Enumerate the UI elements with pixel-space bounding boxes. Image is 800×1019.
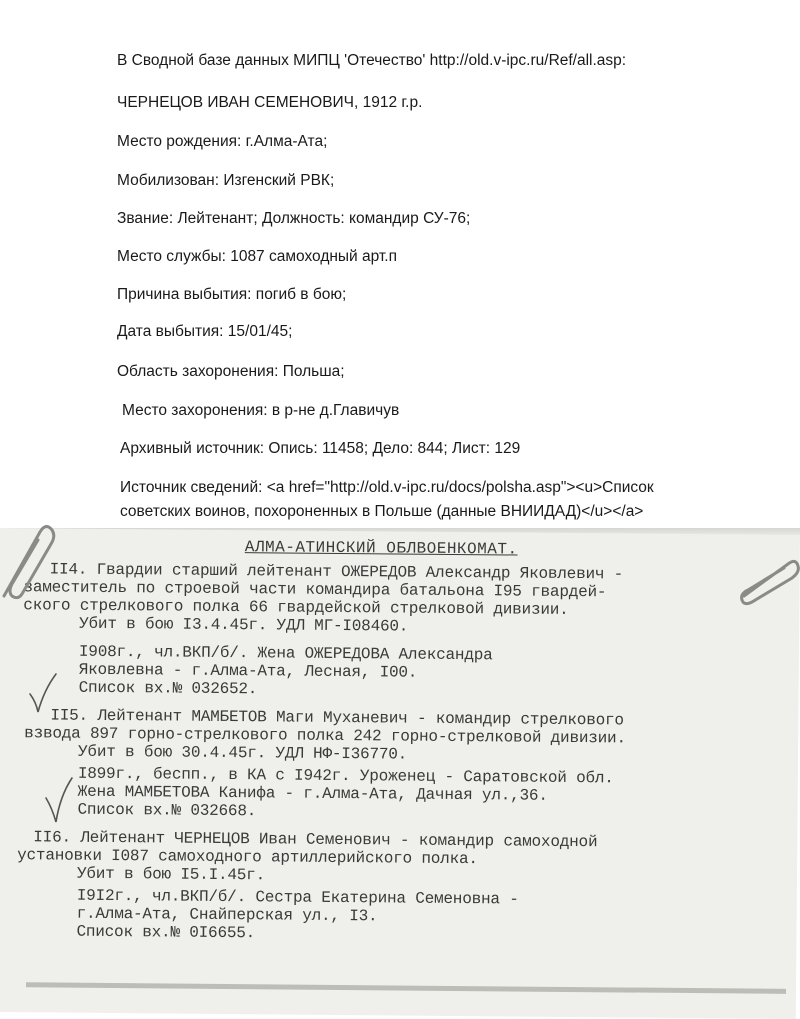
entry-114-line: Список вх.№ 032652. [78,678,258,699]
entry-116-line: Убит в бою I5.I.45г. [76,864,266,885]
entry-116-line: Список вх.№ 0I6655. [76,922,256,943]
burial-line: Место захоронения: в р-не д.Главичув [122,402,400,419]
date-line: Дата выбытия: 15/01/45; [117,323,293,340]
reason-line: Причина выбытия: погиб в бою; [117,286,347,303]
paperclip-right-icon [738,556,800,606]
rank-line: Звание: Лейтенант; Должность: командир СУ-76; [117,210,471,227]
scanned-document [0,528,800,1019]
db-source-line: В Сводной базе данных МИПЦ 'Отечество' http://old.v-ipc.ru/Ref/all.asp: [117,52,627,69]
entry-114-line: ского стрелкового полка 66 гвардейской стрелковой дивизии. [23,596,569,619]
checkmark-icon [28,672,58,714]
birthplace-line: Место рождения: г.Алма-Ата; [117,133,328,150]
bottom-rule [26,982,786,994]
entry-116-line: г.Алма-Ата, Снайперская ул., I3. [76,904,378,926]
person-name-line: ЧЕРНЕЦОВ ИВАН СЕМЕНОВИЧ, 1912 г.р. [117,94,423,111]
entry-115-line: Жена МАМБЕТОВА Канифа - г.Алма-Ата, Дачная ул.,36. [77,782,548,805]
entry-116-line: установки I087 самоходного артиллерийского полка. [17,846,478,869]
paperclip-left-icon [0,522,56,602]
entry-115-line: взвода 897 горно-стрелкового полка 242 горно-стрелковой дивизии. [24,724,626,748]
entry-116-line: I9I2г., чл.ВКП/б/. Сестра Екатерина Семеновна - [76,886,519,909]
checkmark-icon [44,776,74,824]
source-line-1: Источник сведений: <a href="http://old.v-ipc.ru/docs/polsha.asp"><u>Список [120,479,654,496]
service-line: Место службы: 1087 самоходный арт.п [117,248,398,265]
archive-line: Архивный источник: Опись: 11458; Дело: 844; Лист: 129 [120,440,521,457]
entry-115-line: II5. Лейтенант МАМБЕТОВ Маги Муханевич - командир стрелкового [50,706,624,730]
source-line-2: советских воинов, похороненных в Польше (данные ВНИИДАД)</u></a> [120,503,644,520]
entry-114-line: II4. Гвардии старший лейтенант ОЖЕРЕДОВ Александр Яковлевич - [49,560,624,584]
entry-114-line: Яковлевна - г.Алма-Ата, Лесная, I00. [78,660,418,682]
document-title: АЛМА-АТИНСКИЙ ОБЛВОЕНКОМАТ. [244,538,518,559]
entry-115-line: Убит в бою 30.4.45г. УДЛ НФ-I36770. [77,742,408,764]
entry-114-line: Убит в бою I3.4.45г. УДЛ МГ-I08460. [79,614,409,636]
mobilized-line: Мобилизован: Изгенский РВК; [117,172,335,189]
entry-115-line: I899г., беспп., в КА с I942г. Уроженец - Саратовской обл. [77,764,614,788]
entry-116-line: II6. Лейтенант ЧЕРНЕЦОВ Иван Семенович - командир самоходной [33,828,598,852]
entry-114-line: I908г., чл.ВКП/б/. Жена ОЖЕРЕДОВА Александра [78,642,493,665]
region-line: Область захоронения: Польша; [117,363,345,380]
entry-115-line: Список вх.№ 032668. [77,800,257,821]
entry-114-line: заместитель по строевой части командира батальона I95 гвардей- [23,578,607,602]
